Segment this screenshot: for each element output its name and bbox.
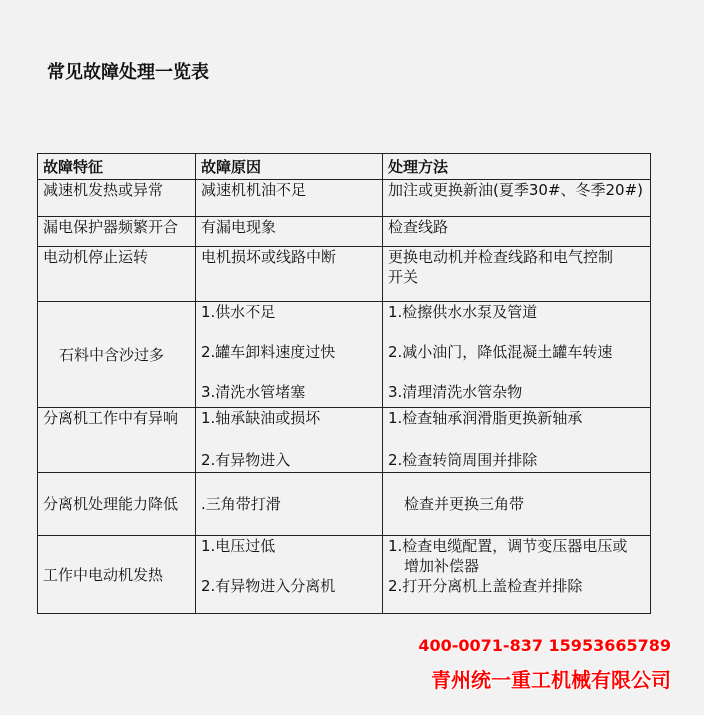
method-line: 增加补偿器 bbox=[404, 557, 480, 575]
cause-cell: 电机损坏或线路中断 bbox=[196, 247, 383, 302]
feature-cell: 漏电保护器频繁开合 bbox=[38, 217, 196, 247]
method-line: 2.减小油门，降低混凝土罐车转速 bbox=[388, 343, 613, 361]
cause-cell: .三角带打滑 bbox=[196, 473, 383, 536]
feature-text: 石料中含沙过多 bbox=[59, 345, 165, 364]
table-row bbox=[38, 408, 651, 473]
method-line: 2.打开分离机上盖检查并排除 bbox=[388, 577, 583, 595]
table-row bbox=[38, 302, 651, 408]
cause-line: 3.清洗水管堵塞 bbox=[201, 383, 306, 401]
feature-cell bbox=[38, 302, 196, 408]
cause-cell bbox=[196, 408, 383, 473]
method-cell: 检查线路 bbox=[383, 217, 651, 247]
method-cell bbox=[383, 536, 651, 614]
method-line: 1.检查轴承润滑脂更换新轴承 bbox=[388, 409, 583, 427]
table-header-row bbox=[38, 154, 651, 180]
header-method: 处理方法 bbox=[383, 154, 651, 180]
table-row bbox=[38, 536, 651, 614]
table-row bbox=[38, 217, 651, 247]
feature-cell: 工作中电动机发热 bbox=[38, 536, 196, 614]
table-row bbox=[38, 247, 651, 302]
contact-phone: 400-0071-837 15953665789 bbox=[418, 636, 671, 655]
method-cell bbox=[383, 408, 651, 473]
cause-line: 2.罐车卸料速度过快 bbox=[201, 343, 336, 361]
method-cell bbox=[383, 302, 651, 408]
method-cell bbox=[383, 247, 651, 302]
method-text: 检查并更换三角带 bbox=[404, 495, 525, 513]
cause-line: 1.电压过低 bbox=[201, 537, 276, 555]
cause-cell: 有漏电现象 bbox=[196, 217, 383, 247]
method-line: 3.清理清洗水管杂物 bbox=[388, 383, 523, 401]
cause-line: 1.轴承缺油或损坏 bbox=[201, 409, 321, 427]
fault-table bbox=[37, 153, 651, 614]
cause-cell bbox=[196, 302, 383, 408]
table-row bbox=[38, 473, 651, 536]
cause-line: 2.有异物进入 bbox=[201, 451, 291, 469]
feature-cell: 分离机工作中有异响 bbox=[38, 408, 196, 473]
method-line: 2.检查转筒周围并排除 bbox=[388, 451, 538, 469]
feature-cell: 分离机处理能力降低 bbox=[38, 473, 196, 536]
method-line: 1.检擦供水水泵及管道 bbox=[388, 303, 538, 321]
header-cause: 故障原因 bbox=[196, 154, 383, 180]
table-row bbox=[38, 180, 651, 217]
method-cell bbox=[383, 473, 651, 536]
cause-cell bbox=[196, 536, 383, 614]
cause-line: 1.供水不足 bbox=[201, 303, 276, 321]
method-line: 开关 bbox=[388, 268, 419, 286]
method-cell: 加注或更换新油(夏季30#、冬季20#) bbox=[383, 180, 651, 217]
company-name: 青州统一重工机械有限公司 bbox=[431, 668, 671, 692]
page-title: 常见故障处理一览表 bbox=[47, 62, 209, 83]
feature-cell: 电动机停止运转 bbox=[38, 247, 196, 302]
method-line: 1.检查电缆配置，调节变压器电压或 bbox=[388, 537, 628, 555]
header-feature: 故障特征 bbox=[38, 154, 196, 180]
feature-cell: 减速机发热或异常 bbox=[38, 180, 196, 217]
cause-cell: 减速机机油不足 bbox=[196, 180, 383, 217]
cause-line: 2.有异物进入分离机 bbox=[201, 577, 336, 595]
method-line: 更换电动机并检查线路和电气控制 bbox=[388, 248, 614, 266]
